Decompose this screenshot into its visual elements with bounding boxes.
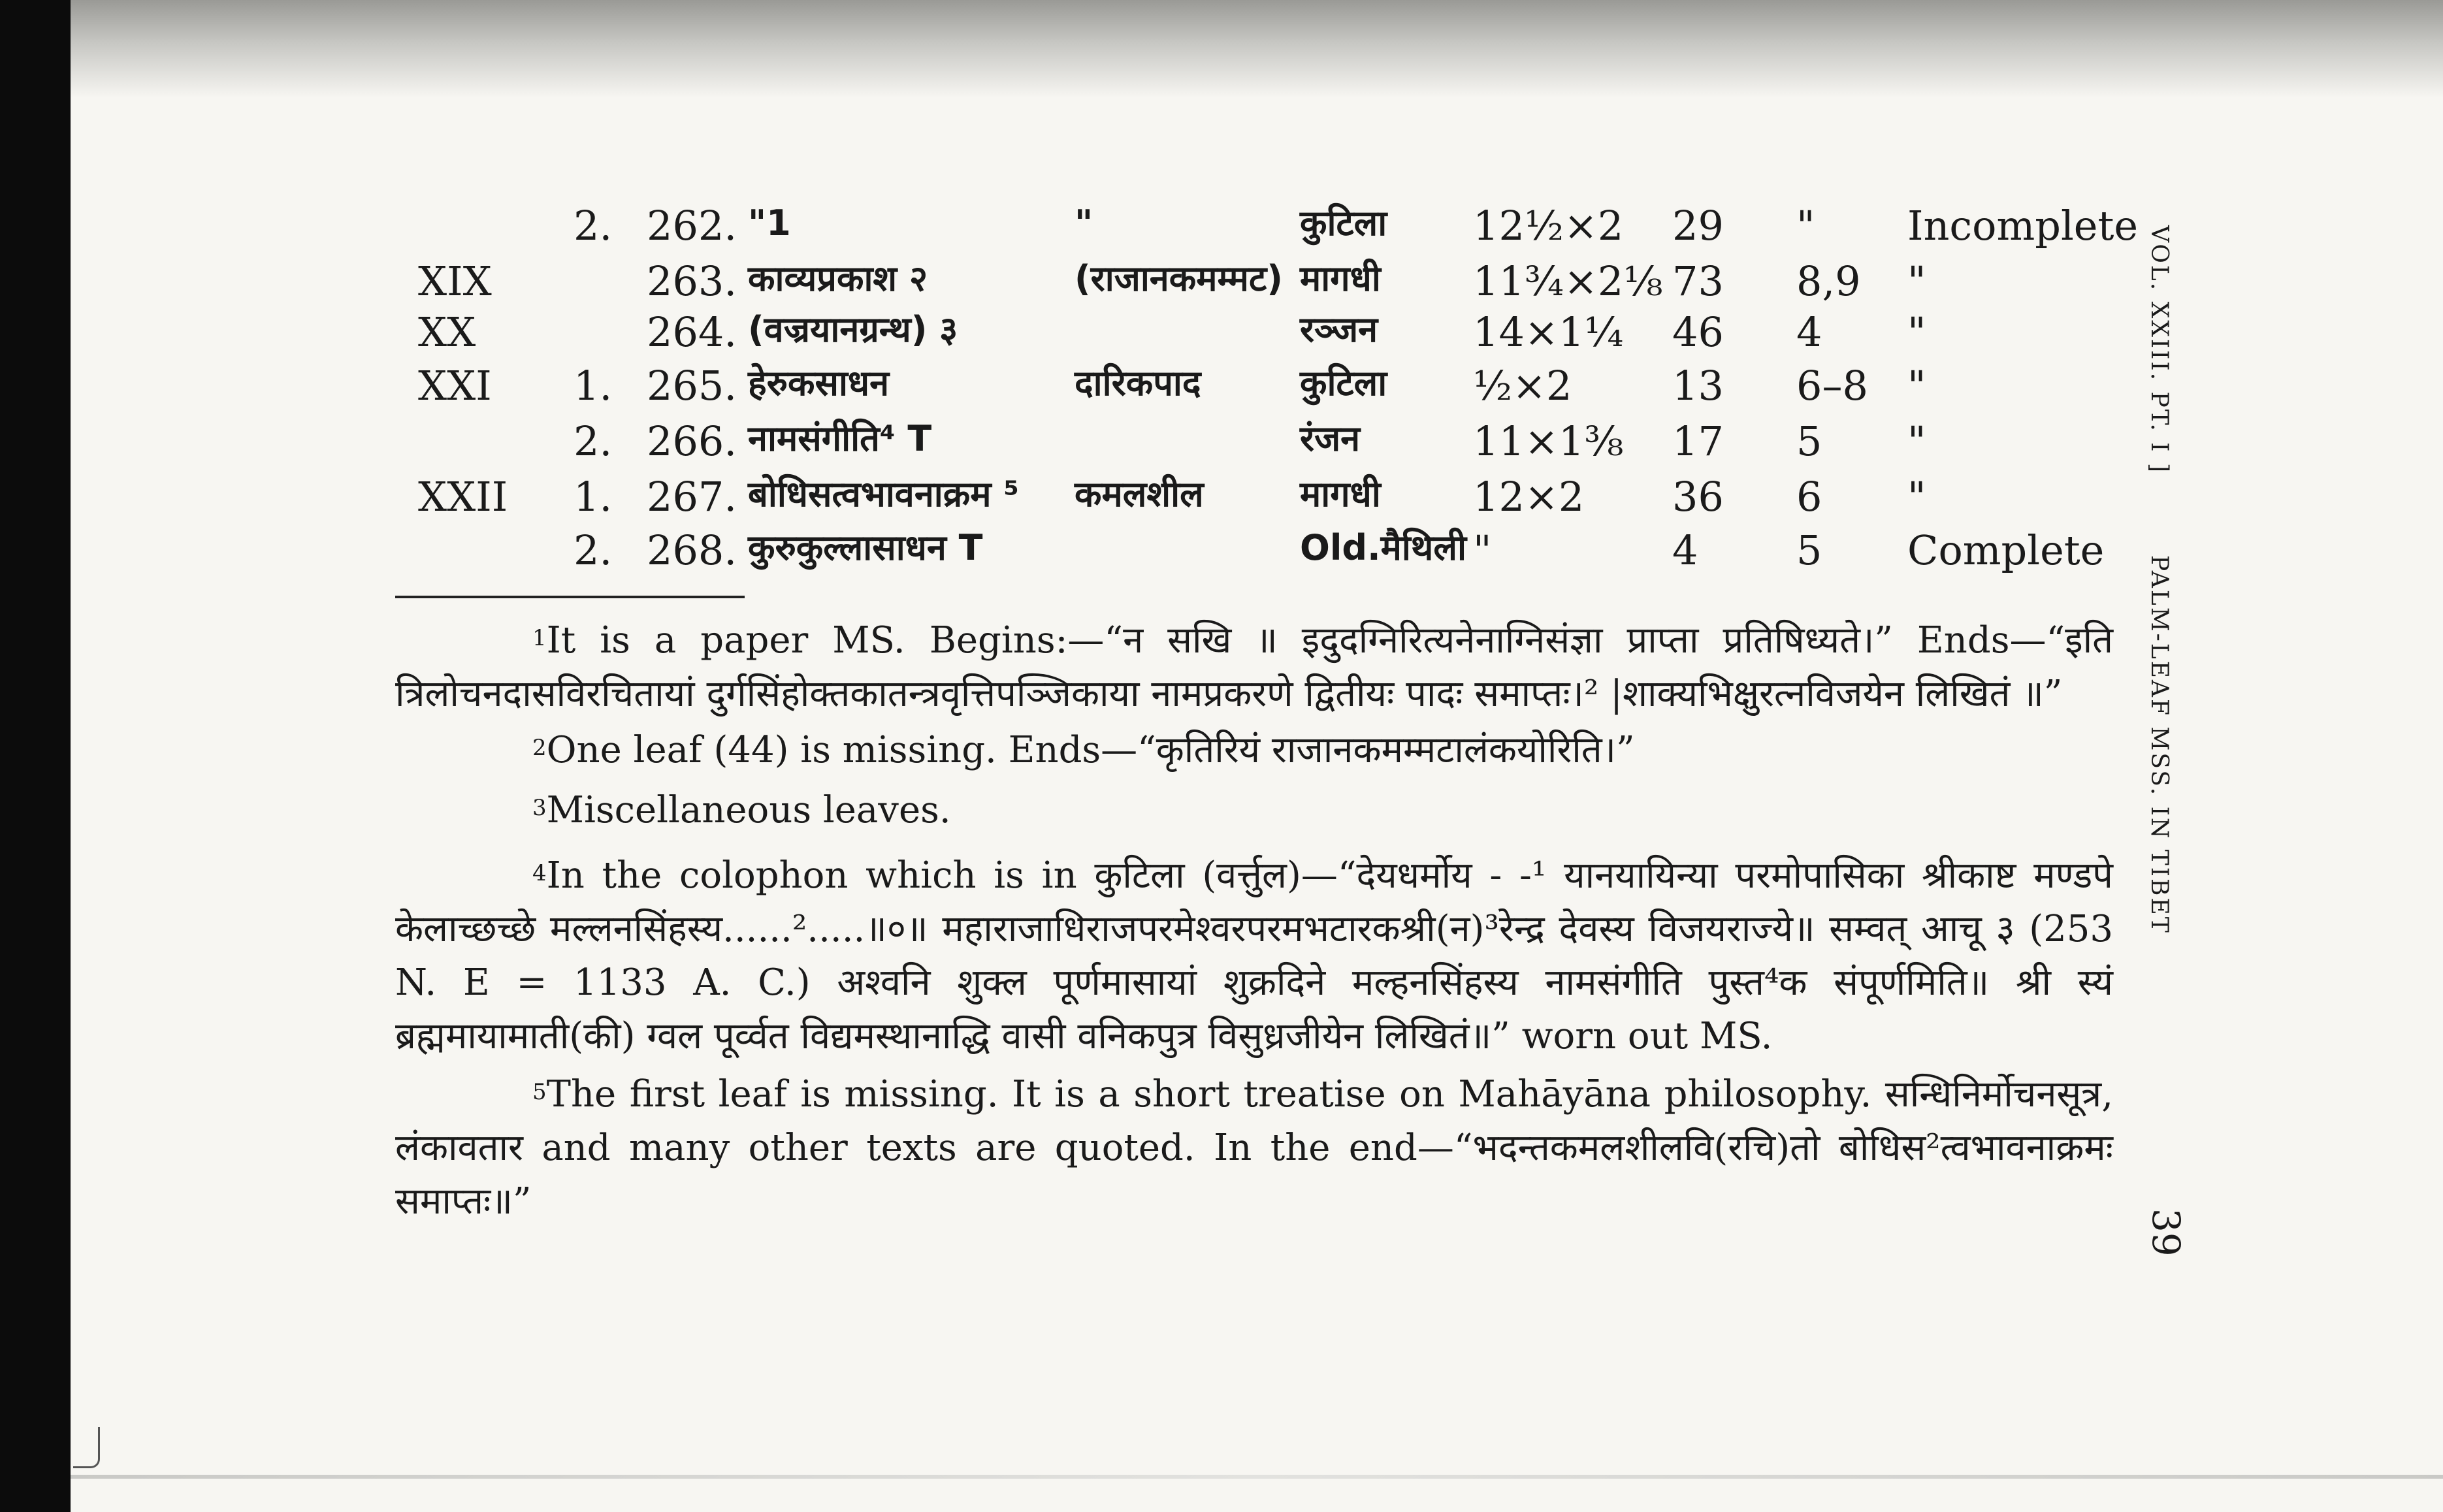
row-number: XX <box>418 308 476 356</box>
row-sub-number: 2. <box>574 417 613 465</box>
row-script: रंजन <box>1300 418 1361 459</box>
scan-bottom-edge <box>71 1475 2443 1479</box>
row-serial: 263. <box>647 257 737 305</box>
row-script: मागधी <box>1300 474 1381 515</box>
row-leaves: 4 <box>1672 526 1698 574</box>
row-serial: 262. <box>647 202 737 249</box>
row-title: हेरुकसाधन <box>748 362 890 404</box>
row-number: XXII <box>418 473 508 521</box>
row-serial: 264. <box>647 308 737 356</box>
row-leaves: 73 <box>1672 257 1724 305</box>
row-leaves: 17 <box>1672 417 1724 465</box>
running-head-title: PALM-LEAF MSS. IN TIBET <box>2146 555 2173 935</box>
row-author: दारिकपाद <box>1075 362 1201 404</box>
row-sub-number: 2. <box>574 202 613 249</box>
row-size: ½×2 <box>1473 362 1572 410</box>
row-remarks: Incomplete <box>1907 202 2139 249</box>
row-size: 12½×2 <box>1473 202 1624 249</box>
row-author: (राजानकमम्मट) <box>1075 258 1283 299</box>
row-author: कमलशील <box>1075 474 1204 515</box>
row-title: काव्यप्रकाश २ <box>748 258 928 299</box>
row-lines: 8,9 <box>1796 257 1861 305</box>
footnote-4: $^4$In the colophon which is in कुटिला (वर्त्तुल)—“देयधर्मोय - -¹ यानयायिन्या परमोपासिका श्रीकाष्ट मण्डपे केलाच्छच्छे मल्लनसिंहस्य......².....॥०॥ महाराजाधिराजपरमेश्वरपरमभटारकश्री(न)³रेन्द्र देवस्य विजयराज्ये॥ सम्वत् आचू ३ (253 N. E = 1133 A. C.) अश्वनि शुक्ल पूर्णमासायां शुक्रदिने मल्हनसिंहस्य नामसंगीति पुस्त⁴क संपूर्णमिति॥ श्री स्यं ब्रह्ममायामाती(की) ग्वल पूर्व्वत विद्यमस्थानाद्धि वासी वनिकपुत्र विसुध्रजीयेन लिखितं॥” worn out MS. <box>395 854 2113 1057</box>
row-script: मागधी <box>1300 258 1381 299</box>
row-remarks: Complete <box>1907 526 2105 574</box>
row-sub-number: 2. <box>574 526 613 574</box>
running-head-volume: VOL. XXIII. PT. I ] <box>2146 225 2173 475</box>
row-lines: 4 <box>1796 308 1822 356</box>
row-size: 14×1¼ <box>1473 308 1624 356</box>
row-leaves: 13 <box>1672 362 1724 410</box>
row-number: XXI <box>418 362 492 410</box>
footnote-4-text: In the colophon which is in कुटिला (वर्त्तुल)—“देयधर्मोय - -¹ यानयायिन्या परमोपासिका श्रीकाष्ट मण्डपे केलाच्छच्छे मल्लनसिंहस्य......².....॥०॥ महाराजाधिराजपरमेश्वरपरमभटारकश्री(न)³रेन्द्र देवस्य विजयराज्ये॥ सम्वत् आचू ३ (253 N. E = 1133 A. C.) अश्वनि शुक्ल पूर्णमासायां शुक्रदिने मल्हनसिंहस्य नामसंगीति पुस्त⁴क संपूर्णमिति॥ श्री स्यं ब्रह्ममायामाती(की) ग्वल पूर्व्वत विद्यमस्थानाद्धि वासी वनिकपुत्र विसुध्रजीयेन लिखितं॥” worn out MS. <box>395 854 2113 1057</box>
row-title: कुरुकुल्लासाधन T <box>748 527 983 568</box>
row-serial: 268. <box>647 526 737 574</box>
row-remarks: " <box>1907 257 1926 305</box>
row-title: बोधिसत्वभावनाक्रम ⁵ <box>748 474 1019 515</box>
row-remarks: " <box>1907 308 1926 356</box>
row-sub-number: 1. <box>574 473 613 521</box>
row-title: "1 <box>748 202 791 244</box>
row-lines: 6–8 <box>1796 362 1868 410</box>
row-lines: 5 <box>1796 526 1822 574</box>
row-title: नामसंगीति⁴ T <box>748 418 932 459</box>
row-size: 11¾×2⅛ <box>1473 257 1663 305</box>
row-lines: 6 <box>1796 473 1822 521</box>
footnote-3: $^3$Miscellaneous leaves. <box>532 789 951 831</box>
row-lines: 5 <box>1796 417 1822 465</box>
footnote-2: $^2$One leaf (44) is missing. Ends—“कृतिरियं राजानकमम्मटालंकयोरिति।” <box>532 729 1635 771</box>
row-remarks: " <box>1907 417 1926 465</box>
row-serial: 266. <box>647 417 737 465</box>
row-leaves: 36 <box>1672 473 1724 521</box>
footnote-3-text: Miscellaneous leaves. <box>546 789 951 831</box>
row-script: Old.मैथिली <box>1300 527 1466 568</box>
row-script: कुटिला <box>1300 362 1387 404</box>
row-serial: 267. <box>647 473 737 521</box>
scan-shadow <box>71 0 2443 98</box>
row-remarks: " <box>1907 473 1926 521</box>
row-number: XIX <box>418 257 492 305</box>
row-script: कुटिला <box>1300 202 1387 244</box>
row-size: " <box>1473 526 1492 574</box>
footnote-rule <box>395 596 745 598</box>
row-serial: 265. <box>647 362 737 410</box>
row-leaves: 46 <box>1672 308 1724 356</box>
footnote-2-text: One leaf (44) is missing. Ends—“कृतिरियं राजानकमम्मटालंकयोरिति।” <box>546 729 1635 771</box>
row-size: 11×1⅜ <box>1473 417 1624 465</box>
row-remarks: " <box>1907 362 1926 410</box>
row-leaves: 29 <box>1672 202 1724 249</box>
row-lines: " <box>1796 202 1815 249</box>
footnote-5-text: The first leaf is missing. It is a short treatise on Mahāyāna philosophy. सन्धिनिर्मोचनसूत्र, लंकावतार and many other texts are quoted. In the end—“भदन्तकमलशीलवि(रचि)तो बोधिस²त्वभावनाक्रमः समाप्तः॥” <box>395 1073 2113 1223</box>
row-title: (वज्रयानग्रन्थ) ३ <box>748 309 958 350</box>
scan-corner-mark <box>73 1427 100 1468</box>
scan-edge <box>0 0 71 1512</box>
footnote-5: $^5$The first leaf is missing. It is a short treatise on Mahāyāna philosophy. सन्धिनिर्मोचनसूत्र, लंकावतार and many other texts are quoted. In the end—“भदन्तकमलशीलवि(रचि)तो बोधिस²त्वभावनाक्रमः समाप्तः॥” <box>395 1073 2113 1223</box>
row-script: रञ्जन <box>1300 309 1378 350</box>
row-author: " <box>1075 202 1093 244</box>
page-number: 39 <box>2144 1208 2188 1257</box>
footnote-1-text: It is a paper MS. Begins:—“न सखि ॥ इदुदग्निरित्यनेनाग्निसंज्ञा प्राप्ता प्रतिषिध्यते।” Ends—“इति त्रिलोचनदासविरचितायां दुर्गसिंहोक्तकातन्त्रवृत्तिपञ्जिकाया नामप्रकरणे द्वितीयः पादः समाप्तः।² |शाक्यभिक्षुरत्नविजयेन लिखितं ॥” <box>395 619 2113 715</box>
footnote-1: $^1$It is a paper MS. Begins:—“न सखि ॥ इदुदग्निरित्यनेनाग्निसंज्ञा प्राप्ता प्रतिषिध्यते।” Ends—“इति त्रिलोचनदासविरचितायां दुर्गसिंहोक्तकातन्त्रवृत्तिपञ्जिकाया नामप्रकरणे द्वितीयः पादः समाप्तः।² |शाक्यभिक्षुरत्नविजयेन लिखितं ॥” <box>395 619 2113 715</box>
row-size: 12×2 <box>1473 473 1585 521</box>
row-sub-number: 1. <box>574 362 613 410</box>
